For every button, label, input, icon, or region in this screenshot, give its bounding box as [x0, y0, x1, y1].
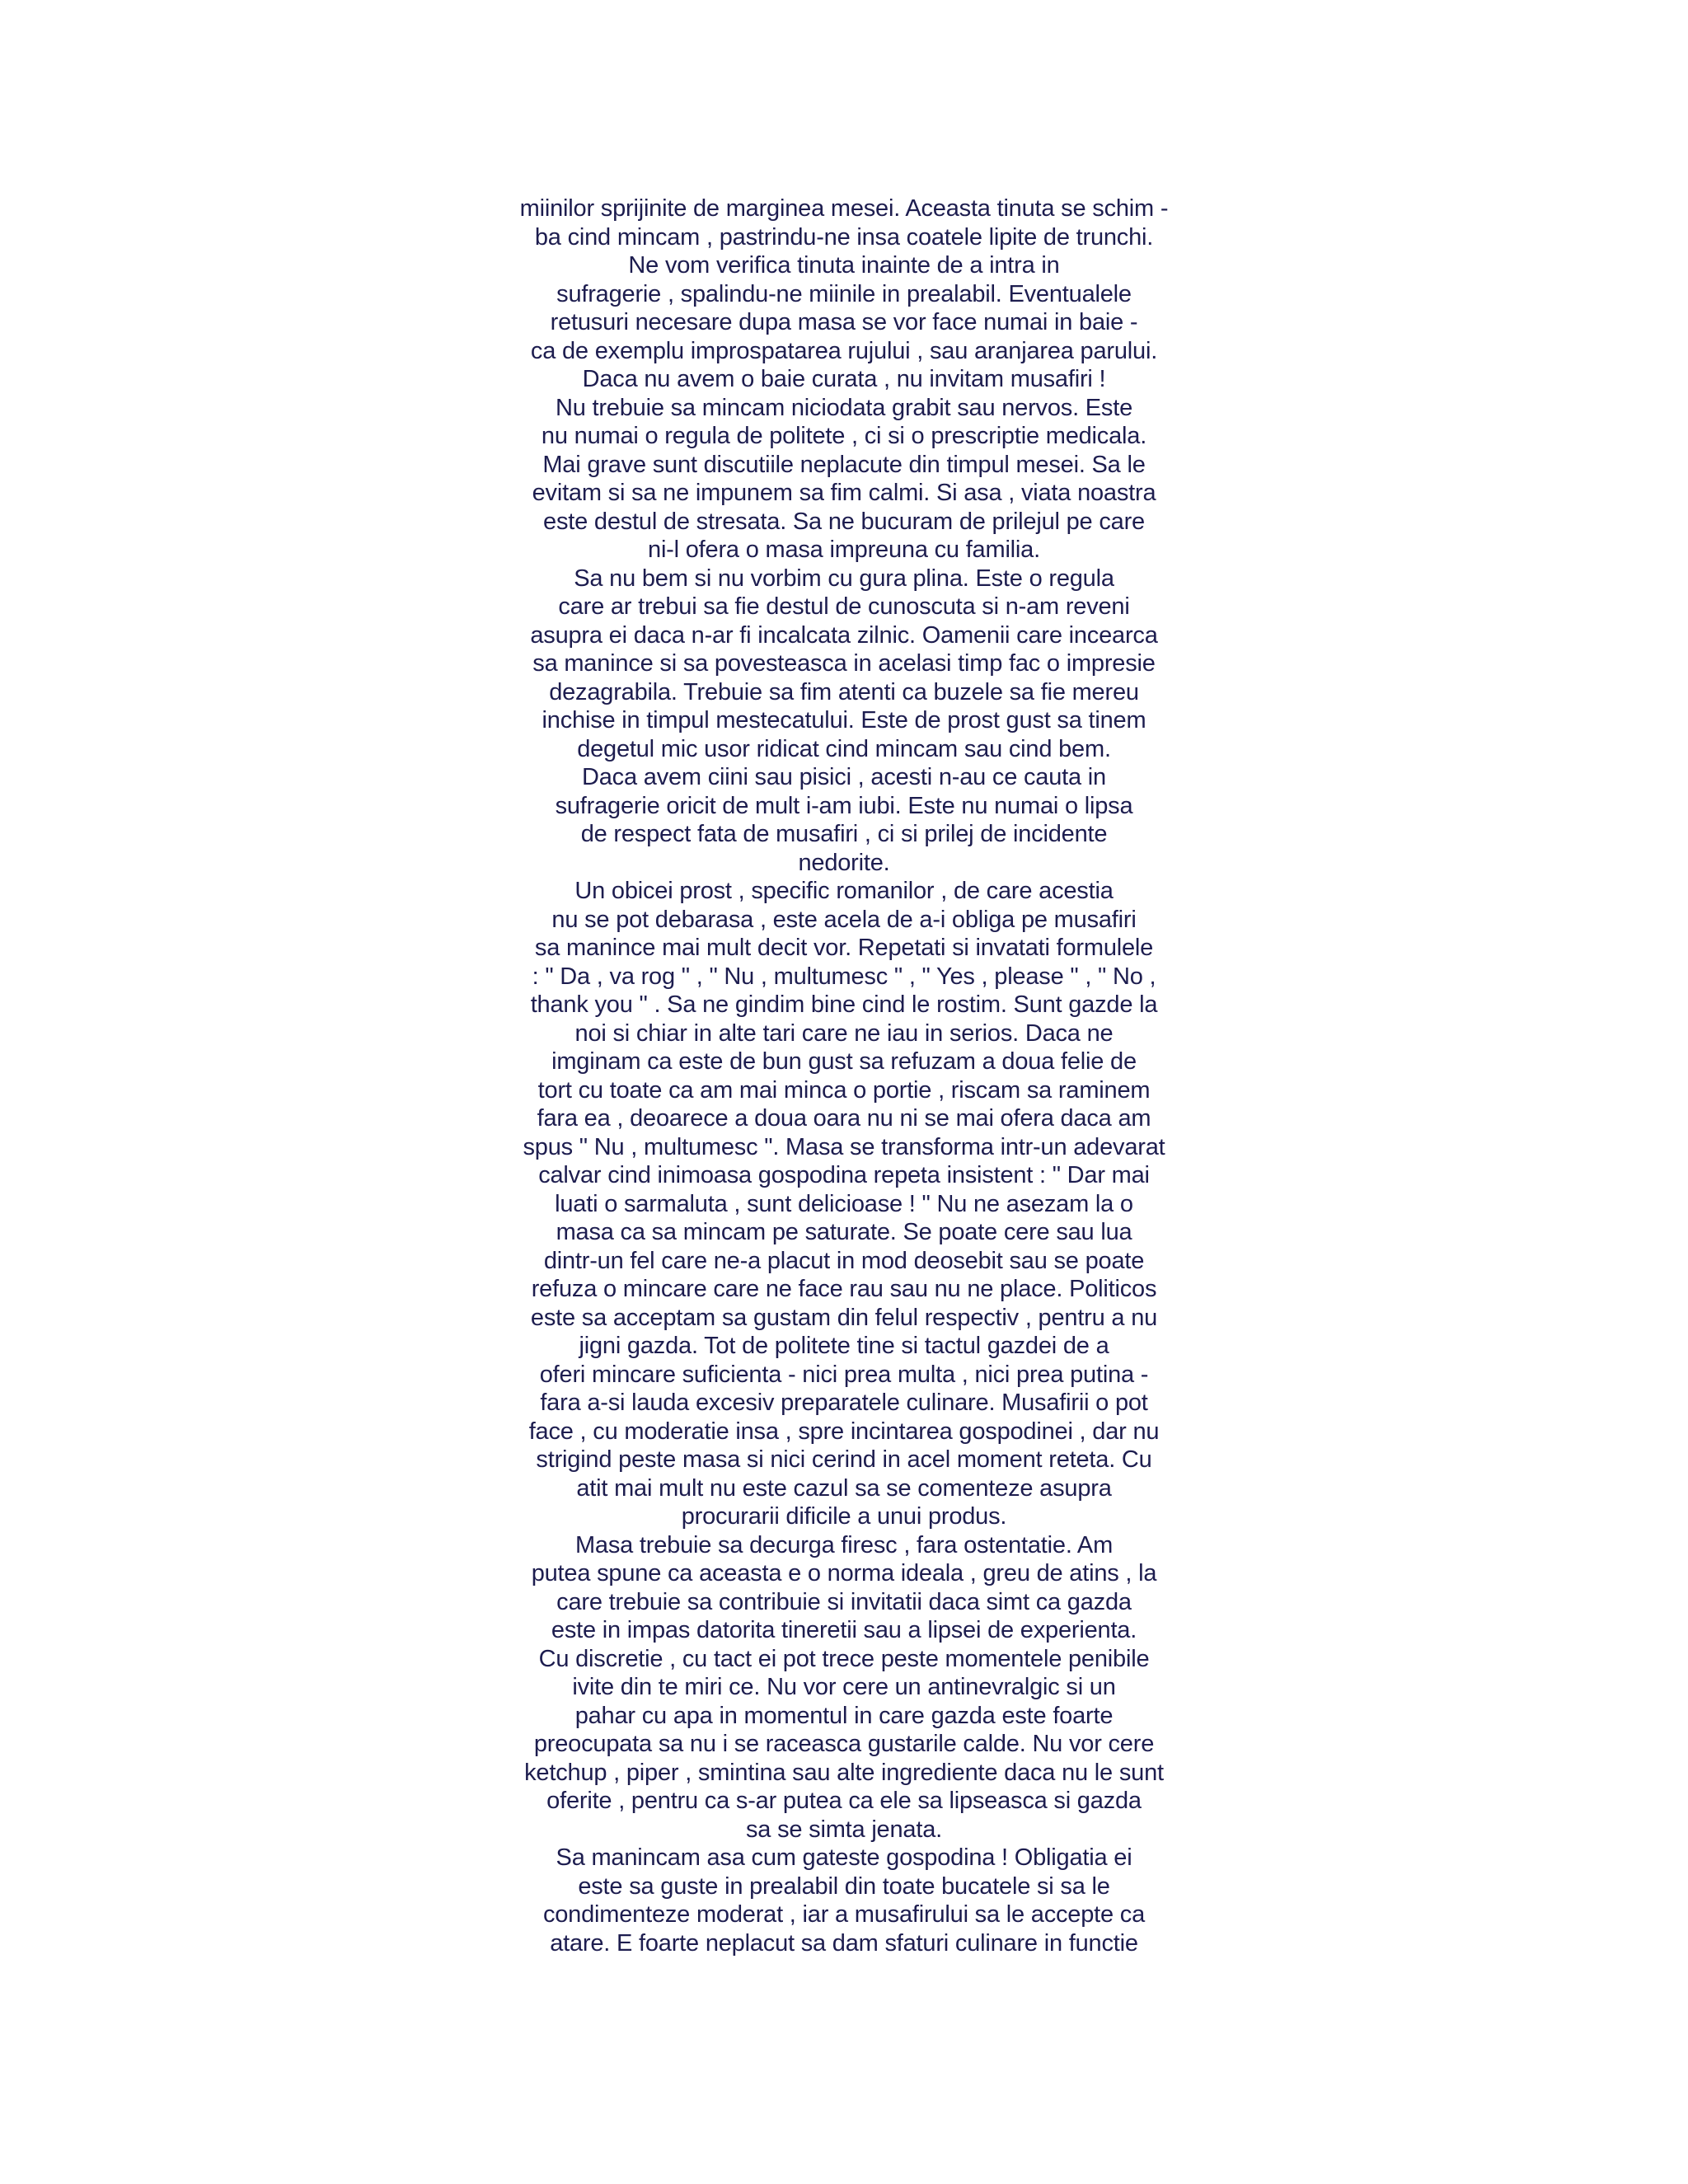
text-line: Masa trebuie sa decurga firesc , fara ostentatie. Am [574, 1531, 1114, 1558]
text-line: evitam si sa ne impunem sa fim calmi. Si asa , viata noastra [532, 480, 1156, 506]
text-line: este in impas datorita tineretii sau a lipsei de experienta. [551, 1617, 1137, 1643]
text-line: luati o sarmaluta , sunt delicioase ! " Nu ne asezam la o [555, 1190, 1133, 1217]
text-line: procurarii dificile a unui produs. [681, 1503, 1007, 1530]
text-line: care trebuie sa contribuie si invitatii daca simt ca gazda [556, 1588, 1132, 1615]
text-line: Sa manincam asa cum gateste gospodina ! Obligatia ei [556, 1844, 1132, 1871]
text-line: fara a-si lauda excesiv preparatele culinare. Musafirii o pot [540, 1390, 1148, 1416]
text-line: sa se simta jenata. [746, 1816, 942, 1843]
text-line: Un obicei prost , specific romanilor , de care acestia [574, 878, 1114, 904]
text-line: refuza o mincare care ne face rau sau nu ne place. Politicos [531, 1276, 1157, 1302]
text-line: Sa nu bem si nu vorbim cu gura plina. Este o regula [574, 565, 1114, 592]
text-line: nedorite. [798, 849, 890, 876]
text-line: Daca avem ciini sau pisici , acesti n-au ce cauta in [582, 764, 1106, 790]
text-line: dintr-un fel care ne-a placut in mod deosebit sau se poate [543, 1247, 1145, 1274]
text-line: fara ea , deoarece a doua oara nu ni se mai ofera daca am [537, 1105, 1151, 1132]
text-line: este sa acceptam sa gustam din felul respectiv , pentru a nu [530, 1304, 1158, 1331]
text-line: strigind peste masa si nici cerind in acel moment reteta. Cu [536, 1446, 1152, 1473]
text-line: calvar cind inimoasa gospodina repeta insistent : " Dar mai [538, 1162, 1150, 1188]
text-line: dezagrabila. Trebuie sa fim atenti ca buzele sa fie mereu [549, 678, 1139, 705]
text-line: Ne vom verifica tinuta inainte de a intra in [628, 252, 1060, 279]
text-line: sa manince mai mult decit vor. Repetati si invatati formulele [534, 935, 1154, 961]
text-line: oferi mincare suficienta - nici prea multa , nici prea putina - [539, 1361, 1149, 1388]
text-line: imginam ca este de bun gust sa refuzam a doua felie de [551, 1048, 1137, 1075]
text-line: spus " Nu , multumesc ". Masa se transforma intr-un adevarat [523, 1133, 1165, 1160]
text-line: nu se pot debarasa , este acela de a-i obliga pe musafiri [551, 906, 1137, 933]
text-line: ketchup , piper , smintina sau alte ingrediente daca nu le sunt [524, 1759, 1164, 1786]
text-line: este destul de stresata. Sa ne bucuram de prilejul pe care [543, 508, 1145, 535]
text-line: sufragerie oricit de mult i-am iubi. Este nu numai o lipsa [555, 792, 1133, 819]
text-line: preocupata sa nu i se raceasca gustarile calde. Nu vor cere [533, 1731, 1155, 1757]
text-line: thank you " . Sa ne gindim bine cind le rostim. Sunt gazde la [530, 991, 1158, 1018]
text-line: inchise in timpul mestecatului. Este de prost gust sa tinem [542, 707, 1146, 733]
text-line: asupra ei daca n-ar fi incalcata zilnic. Oamenii care incearca [530, 621, 1158, 649]
text-line: masa ca sa mincam pe saturate. Se poate cere sau lua [556, 1219, 1132, 1245]
text-line: oferite , pentru ca s-ar putea ca ele sa lipseasca si gazda [546, 1788, 1142, 1814]
text-line: Mai grave sunt discutiile neplacute din timpul mesei. Sa le [542, 451, 1146, 478]
text-line: sa manince si sa povesteasca in acelasi timp fac o impresie [532, 650, 1156, 677]
text-line: Daca nu avem o baie curata , nu invitam musafiri ! [582, 366, 1106, 392]
text-line: atare. E foarte neplacut sa dam sfaturi culinare in functie [550, 1929, 1138, 1957]
text-line: sufragerie , spalindu-ne miinile in prealabil. Eventualele [556, 280, 1132, 307]
text-line: : " Da , va rog " , " Nu , multumesc " , " Yes , please " , " No , [532, 963, 1156, 990]
text-line: pahar cu apa in momentul in care gazda este foarte [574, 1702, 1114, 1729]
text-line: Cu discretie , cu tact ei pot trece peste momentele penibile [538, 1645, 1150, 1672]
text-line: degetul mic usor ridicat cind mincam sau cind bem. [577, 735, 1111, 762]
text-line: putea spune ca aceasta e o norma ideala , greu de atins , la [531, 1560, 1157, 1586]
text-line: jigni gazda. Tot de politete tine si tactul gazdei de a [579, 1333, 1109, 1359]
text-line: ivite din te miri ce. Nu vor cere un antinevralgic si un [572, 1674, 1116, 1700]
text-line: nu numai o regula de politete , ci si o prescriptie medicala. [541, 423, 1147, 449]
text-line: ca de exemplu improspatarea rujului , sau aranjarea parului. [530, 337, 1158, 364]
text-line: care ar trebui sa fie destul de cunoscuta si n-am reveni [558, 593, 1130, 620]
text-line: tort cu toate ca am mai minca o portie , riscam sa raminem [537, 1076, 1151, 1104]
text-line: miinilor sprijinite de marginea mesei. Aceasta tinuta se schim - [519, 195, 1169, 222]
text-line: de respect fata de musafiri , ci si prilej de incidente [580, 821, 1108, 847]
text-line: atit mai mult nu este cazul sa se comenteze asupra [576, 1474, 1112, 1502]
text-line: este sa guste in prealabil din toate bucatele si sa le [578, 1872, 1110, 1900]
text-line: ba cind mincam , pastrindu-ne insa coatele lipite de trunchi. [534, 223, 1154, 251]
text-line: face , cu moderatie insa , spre incintarea gospodinei , dar nu [528, 1418, 1160, 1445]
text-line: noi si chiar in alte tari care ne iau in serios. Daca ne [574, 1019, 1114, 1047]
text-line: ni-l ofera o masa impreuna cu familia. [648, 537, 1040, 563]
text-line: retusuri necesare dupa masa se vor face numai in baie - [550, 309, 1138, 335]
body-text [473, 194, 1215, 1957]
text-line: condimenteze moderat , iar a musafirului sa le accepte ca [542, 1901, 1146, 1928]
text-line: Nu trebuie sa mincam niciodata grabit sau nervos. Este [555, 394, 1133, 421]
